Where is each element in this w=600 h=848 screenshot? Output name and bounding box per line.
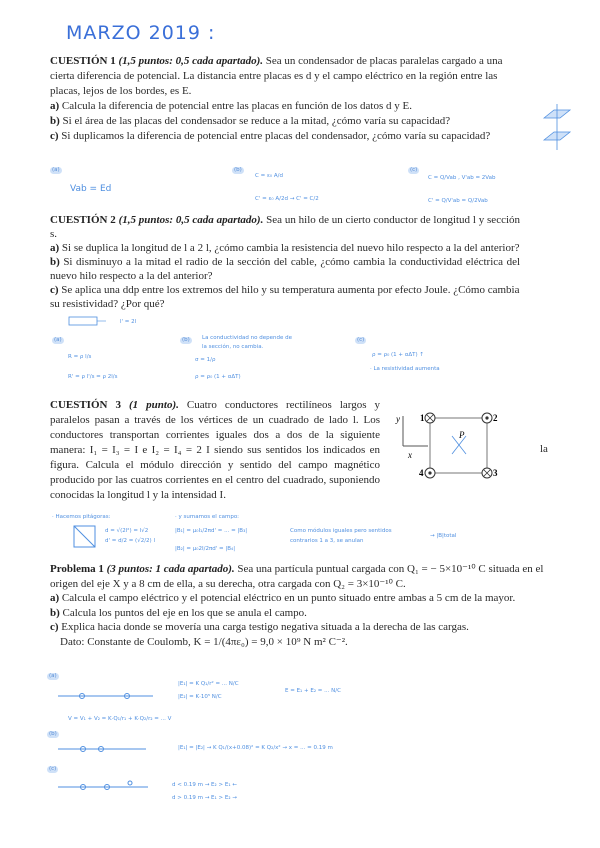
q1-a: a) Calcula la diferencia de potencial entre las placas en función de los datos d y E. xyxy=(50,100,412,112)
note: d = √(2l²) = l√2 xyxy=(105,528,149,534)
note: V = V₁ + V₂ = K·Q₁/r₁ + K·Q₂/r₂ = ... V xyxy=(68,716,172,722)
note-tag: (b) xyxy=(182,337,190,343)
wire-1-label: 1 xyxy=(420,413,425,423)
note-tag: (a) xyxy=(52,167,60,173)
note-tag: (b) xyxy=(49,731,57,737)
note: |E₁| = K Q₁/r² = ... N/C xyxy=(178,681,239,687)
note: |B₁| = μ₀I₁/2πd' = ... = |B₃| xyxy=(175,528,248,534)
question-3: CUESTIÓN 3 (1 punto). Cuatro conductores rectilíneos largos y paralelos pasan a través de los vértices de un cuadrado de lado l. Los conductores transportan corrientes iguales dos a dos de la siguiente manera: I₁ = I₃ = I e I₂ = I₄ = 2 I siendo sus sentidos los indicados en figura. Calcula el módulo dirección y sentido del campo magnético producido por las cuatros corrientes en el centro del cuadrado, suponiendo conocidas la longitud l y la intensidad I. xyxy=(50,399,381,501)
note-tag: (a) xyxy=(49,673,57,679)
axis-sketch-c xyxy=(58,778,158,798)
axis-label-y: y xyxy=(396,414,400,424)
note-tag: (c) xyxy=(357,337,365,343)
point-p-label: P xyxy=(459,430,465,440)
q1-intro: CUESTIÓN 1 (1,5 puntos: 0,5 cada apartado). Sea un condensador de placas paralelas cargado a una cierta diferencia de potencial. La distancia entre placas es d y el campo eléctrico en la región entre las placas, lejos de los bordes, es E. xyxy=(50,55,503,97)
four-wires-figure xyxy=(396,408,530,488)
q2-b: b) Si disminuyo a la mitad el radio de la sección del cable, ¿cómo cambia la conductividad eléctrica del nuevo hilo respecto a la del anterior? xyxy=(50,256,521,282)
note: C = Q/Vab , V'ab = 2Vab xyxy=(428,175,496,181)
wire-sketch-icon xyxy=(68,315,108,327)
axis-sketch-a xyxy=(58,682,158,712)
note-tag: (c) xyxy=(410,167,418,173)
note: |E₂| = K·10⁵ N/C xyxy=(178,694,222,700)
problem-1: Problema 1 (3 puntos: 1 cada apartado). Sea una partícula puntual cargada con Q₁ = − 5×10⁻¹⁰ C situada en el origen del eje X y a 8 cm de ella, a su derecha, otra cargada con Q₂ = 3×10⁻¹⁰ C. a) Calcula el campo eléctrico y el potencial eléctrico en un punto situado entre ambas a 5 cm de la mayor. b) Calcula los puntos del eje en los que se anula el campo. c) Explica hacia donde se movería una carga testigo negativa situada a la derecha de las cargas. Dato: Constante de Coulomb, K = 1/(4πε₀) = 9,0 × 10⁹ N m² C⁻². xyxy=(50,562,565,649)
note: La conductividad no depende de xyxy=(202,335,292,341)
q1-b: b) Si el área de las placas del condensador se reduce a la mitad, ¿cómo varía su capacidad? xyxy=(50,115,451,127)
wire-4-label: 4 xyxy=(419,468,424,478)
square-sketch-icon xyxy=(73,525,97,549)
note: · La resistividad aumenta xyxy=(370,366,440,372)
note: → |B|total xyxy=(430,533,457,539)
stray-text: la xyxy=(540,443,548,455)
note: d < 0.19 m → E₂ > E₁ ← xyxy=(172,782,237,788)
note: ρ = ρ₀ (1 + αΔT) ↑ xyxy=(372,352,425,358)
note: C' = Q/V'ab = Q/2Vab xyxy=(428,198,488,204)
note: contrarios 1 a 3, se anulan xyxy=(290,538,364,544)
note: la sección, no cambia. xyxy=(202,344,264,350)
note: E = E₁ + E₂ = ... N/C xyxy=(285,688,341,694)
note: Como módulos iguales pero sentidos xyxy=(290,528,392,534)
q2-a: a) Si se duplica la longitud de l a 2 l, ¿cómo cambia la resistencia del nuevo hilo respecto a la del anterior? xyxy=(50,242,520,254)
note: d > 0.19 m → E₁ > E₂ → xyxy=(172,795,237,801)
note: Vab = Ed xyxy=(70,184,112,194)
note: d' = d/2 = (√2/2) l xyxy=(105,538,155,544)
note: R = ρ l/s xyxy=(68,354,92,360)
q2-intro: CUESTIÓN 2 (1,5 puntos: 0,5 cada apartado). Sea un hilo de un cierto conductor de longitud l y sección s. xyxy=(50,214,521,240)
note: · Hacemos pitágoras: xyxy=(52,514,111,520)
question-1 xyxy=(50,54,528,144)
axis-label-x: x xyxy=(408,450,412,460)
capacitor-sketch-icon xyxy=(540,104,590,154)
note: |B₂| = μ₀2I/2πd' = |B₄| xyxy=(175,546,236,552)
note-tag: (c) xyxy=(49,766,57,772)
axis-sketch-b xyxy=(58,740,158,760)
note: R' = ρ l'/s = ρ 2l/s xyxy=(68,374,118,380)
note: C' = ε₀ A/2d → C' = C/2 xyxy=(255,196,319,202)
wire-2-label: 2 xyxy=(493,413,498,423)
note: |E₁| = |E₂| → K Q₁/(x+0.08)² = K Q₂/x² → x = ... = 0.19 m xyxy=(178,745,333,751)
handwritten-title: MARZO 2019 : xyxy=(66,22,216,44)
note: C = ε₀ A/d xyxy=(255,173,283,179)
q1-c: c) Si duplicamos la diferencia de potencial entre placas del condensador, ¿cómo varía su capacidad? xyxy=(50,130,491,142)
wire-3-label: 3 xyxy=(493,468,498,478)
note-tag: (b) xyxy=(234,167,242,173)
note-tag: (a) xyxy=(54,337,62,343)
coulomb-constant: Dato: Constante de Coulomb, K = 1/(4πε₀) = 9,0 × 10⁹ N m² C⁻². xyxy=(60,635,348,648)
note: σ = 1/ρ xyxy=(195,357,216,363)
note: ρ = ρ₀ (1 + αΔT) xyxy=(195,374,241,380)
note: l' = 2l xyxy=(120,319,137,325)
question-2 xyxy=(50,213,520,311)
note: · y sumamos el campo: xyxy=(175,514,240,520)
q2-c: c) Se aplica una ddp entre los extremos del hilo y su temperatura aumenta por efecto Joule. ¿Cómo cambia su resistividad? ¿Por qué? xyxy=(50,284,520,310)
